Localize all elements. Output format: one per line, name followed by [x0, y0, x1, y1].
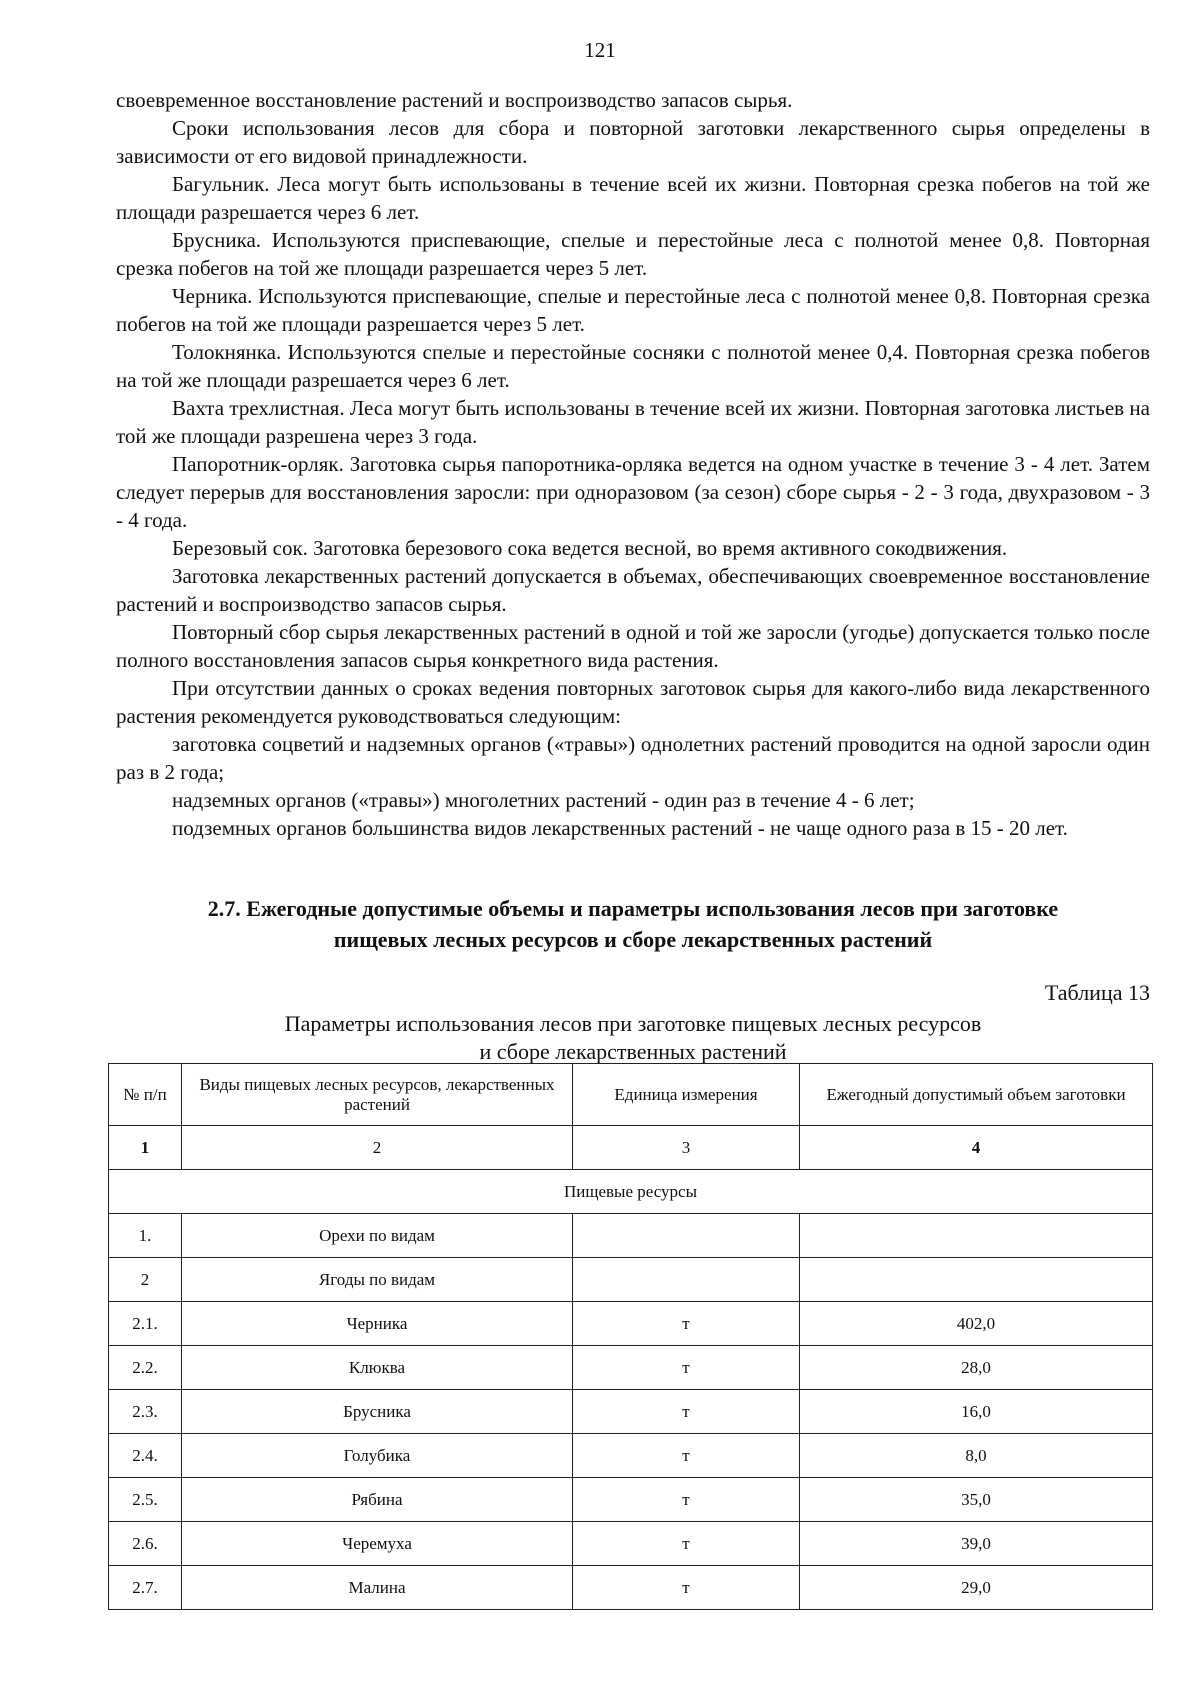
resource-name-cell: Малина [182, 1566, 573, 1610]
table-group-row [109, 1170, 1153, 1214]
resource-name-cell: Рябина [182, 1478, 573, 1522]
body-paragraph: При отсутствии данных о сроках ведения повторных заготовок сырья для какого-либо вида лекарственного растения рекомендуется руководствоваться следующим: [116, 676, 1150, 728]
table-header-row [109, 1064, 1153, 1126]
row-number-cell: 2.7. [109, 1566, 182, 1610]
row-number-cell: 2.1. [109, 1302, 182, 1346]
unit-cell: т [573, 1346, 800, 1390]
row-number-cell: 1. [109, 1214, 182, 1258]
body-paragraph: Черника. Используются приспевающие, спелые и перестойные леса с полнотой менее 0,8. Повторная срезка побегов на той же площади разрешается через 5 лет. [116, 284, 1150, 336]
body-paragraph: Березовый сок. Заготовка березового сока ведется весной, во время активного сокодвижения. [172, 536, 1008, 560]
table-column-numbers-row [109, 1126, 1153, 1170]
volume-cell [800, 1214, 1153, 1258]
body-paragraph: своевременное восстановление растений и воспроизводство запасов сырья. [116, 88, 793, 112]
resource-name-cell: Черемуха [182, 1522, 573, 1566]
body-paragraph: надземных органов («травы») многолетних растений - один раз в течение 4 - 6 лет; [172, 788, 915, 812]
resource-name-cell: Клюква [182, 1346, 573, 1390]
resource-name-cell: Орехи по видам [182, 1214, 573, 1258]
table-row [109, 1566, 1153, 1610]
table-row [109, 1522, 1153, 1566]
volume-cell: 35,0 [800, 1478, 1153, 1522]
body-paragraph: Брусника. Используются приспевающие, спелые и перестойные леса с полнотой менее 0,8. Повторная срезка побегов на той же площади разрешается через 5 лет. [116, 228, 1150, 280]
table-row [109, 1214, 1153, 1258]
table-row [109, 1390, 1153, 1434]
page-number: 121 [584, 38, 616, 62]
resources-table [108, 1063, 1153, 1610]
unit-cell [573, 1214, 800, 1258]
header-cell-resource: Виды пищевых лесных ресурсов, лекарственных растений [182, 1064, 573, 1126]
volume-cell: 29,0 [800, 1566, 1153, 1610]
resource-name-cell: Ягоды по видам [182, 1258, 573, 1302]
volume-cell [800, 1258, 1153, 1302]
resource-name-cell: Голубика [182, 1434, 573, 1478]
section-heading-line-2: пищевых лесных ресурсов и сборе лекарственных растений [333, 927, 933, 952]
table-caption-line-2: и сборе лекарственных растений [479, 1039, 787, 1064]
body-paragraph: Повторный сбор сырья лекарственных растений в одной и той же заросли (угодье) допускается только после полного восстановления запасов сырья конкретного вида растения. [116, 620, 1150, 672]
table-row [109, 1346, 1153, 1390]
body-paragraph: Папоротник-орляк. Заготовка сырья папоротника-орляка ведется на одном участке в течение 3 - 4 лет. Затем следует перерыв для восстановления заросли: при одноразовом (за сезон) сборе сырья - 2 - 3 года, двухразовом - 3 - 4 года. [116, 452, 1150, 532]
column-number-cell: 2 [182, 1126, 573, 1170]
unit-cell: т [573, 1478, 800, 1522]
row-number-cell: 2 [109, 1258, 182, 1302]
body-paragraph: Толокнянка. Используются спелые и перестойные сосняки с полнотой менее 0,4. Повторная срезка побегов на той же площади разрешается через 6 лет. [116, 340, 1150, 392]
unit-cell: т [573, 1434, 800, 1478]
unit-cell [573, 1258, 800, 1302]
header-cell-number: № п/п [109, 1064, 182, 1126]
body-paragraph: Вахта трехлистная. Леса могут быть использованы в течение всей их жизни. Повторная заготовка листьев на той же площади разрешена через 3 года. [116, 396, 1150, 448]
row-number-cell: 2.2. [109, 1346, 182, 1390]
group-title-cell: Пищевые ресурсы [109, 1170, 1153, 1214]
row-number-cell: 2.5. [109, 1478, 182, 1522]
table-row [109, 1434, 1153, 1478]
row-number-cell: 2.6. [109, 1522, 182, 1566]
body-paragraph: Багульник. Леса могут быть использованы в течение всей их жизни. Повторная срезка побегов на той же площади разрешается через 6 лет. [116, 172, 1150, 224]
section-heading-line-1: 2.7. Ежегодные допустимые объемы и параметры использования лесов при заготовке [207, 896, 1059, 921]
resource-name-cell: Брусника [182, 1390, 573, 1434]
body-paragraph: Заготовка лекарственных растений допускается в объемах, обеспечивающих своевременное восстановление растений и воспроизводство запасов сырья. [116, 564, 1150, 616]
body-paragraph: подземных органов большинства видов лекарственных растений - не чаще одного раза в 15 - 20 лет. [172, 816, 1068, 840]
volume-cell: 28,0 [800, 1346, 1153, 1390]
resource-name-cell: Черника [182, 1302, 573, 1346]
volume-cell: 16,0 [800, 1390, 1153, 1434]
table-caption [116, 1010, 1150, 1066]
volume-cell: 39,0 [800, 1522, 1153, 1566]
column-number-cell: 1 [109, 1126, 182, 1170]
unit-cell: т [573, 1390, 800, 1434]
column-number-cell: 4 [800, 1126, 1153, 1170]
unit-cell: т [573, 1522, 800, 1566]
section-heading [116, 893, 1150, 955]
body-paragraph: Сроки использования лесов для сбора и повторной заготовки лекарственного сырья определены в зависимости от его видовой принадлежности. [116, 116, 1150, 168]
table-label: Таблица 13 [1044, 980, 1150, 1005]
unit-cell: т [573, 1566, 800, 1610]
table-row [109, 1478, 1153, 1522]
header-cell-unit: Единица измерения [573, 1064, 800, 1126]
table-row [109, 1302, 1153, 1346]
table-row [109, 1258, 1153, 1302]
header-cell-volume: Ежегодный допустимый объем заготовки [800, 1064, 1153, 1126]
volume-cell: 8,0 [800, 1434, 1153, 1478]
row-number-cell: 2.4. [109, 1434, 182, 1478]
body-paragraph: заготовка соцветий и надземных органов («травы») однолетних растений проводится на одной заросли один раз в 2 года; [116, 732, 1150, 784]
unit-cell: т [573, 1302, 800, 1346]
column-number-cell: 3 [573, 1126, 800, 1170]
table-caption-line-1: Параметры использования лесов при заготовке пищевых лесных ресурсов [284, 1011, 982, 1036]
volume-cell: 402,0 [800, 1302, 1153, 1346]
body-text [116, 86, 1150, 842]
row-number-cell: 2.3. [109, 1390, 182, 1434]
